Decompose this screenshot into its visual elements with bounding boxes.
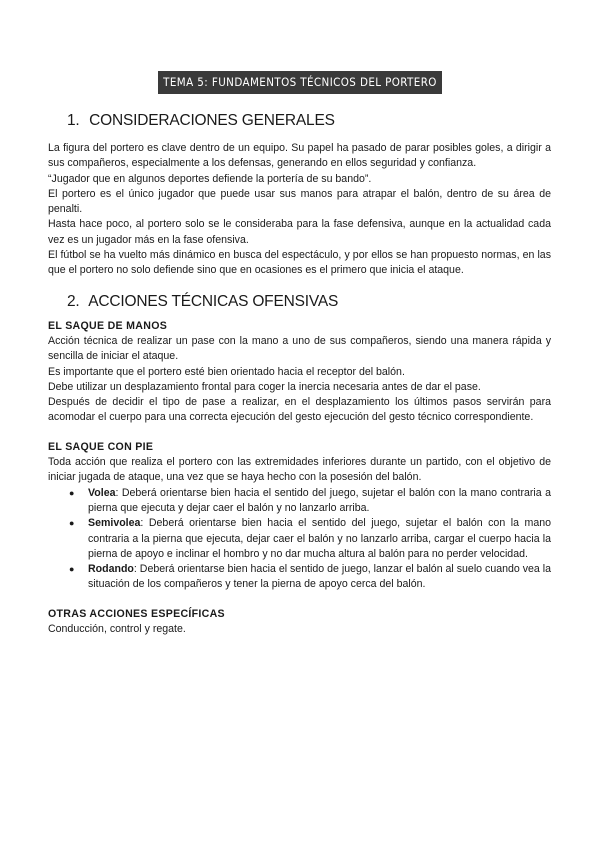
list-item [48, 516, 551, 562]
bullet-icon: ● [69, 487, 75, 498]
paragraph: Hasta hace poco, al portero solo se le consideraba para la fase defensiva, aunque en la actualidad cada vez es un jugador más en la fase ofensiva. [48, 218, 551, 246]
paragraph: La figura del portero es clave dentro de un equipo. Su papel ha pasado de parar posibles goles, a dirigir a sus compañeros, especialmente a los defensas, generando en ellos seguridad y confianza. [48, 142, 551, 170]
quote-paragraph: “Jugador que en algunos deportes defiende la portería de su bando”. [48, 172, 372, 185]
bullet-icon: ● [69, 564, 75, 575]
paragraph: Conducción, control y regate. [48, 623, 186, 636]
paragraph: Toda acción que realiza el portero con las extremidades inferiores durante un partido, con el objetivo de iniciar jugada de ataque, una vez que se haya hecho con la posesión del balón. [48, 456, 551, 484]
paragraph: Debe utilizar un desplazamiento frontal para coger la inercia necesaria antes de dar el pase. [48, 380, 481, 393]
document-title: TEMA 5: FUNDAMENTOS TÉCNICOS DEL PORTERO [158, 71, 442, 94]
subheading-otras-acciones: OTRAS ACCIONES ESPECÍFICAS [48, 607, 225, 620]
section-number: 2. [67, 292, 80, 310]
list-item-term: Semivolea [88, 517, 141, 530]
subheading-saque-pie: EL SAQUE CON PIE [48, 440, 154, 453]
list-item [48, 486, 551, 517]
list-item [48, 562, 551, 593]
section-number: 1. [67, 112, 80, 129]
list-item-term: Rodando [88, 563, 134, 576]
bullet-icon: ● [69, 518, 75, 529]
paragraph: El fútbol se ha vuelto más dinámico en busca del espectáculo, y por ellos se han propuesto normas, en las que el portero no solo defiende sino que en ocasiones es el primero que inicia el ataque. [48, 249, 551, 277]
list-item-term: Volea [88, 486, 116, 499]
list-item-text: : Deberá orientarse bien hacia el sentido del juego, sujetar el balón con la mano contraria a la pierna que ejecuta, dejar caer el balón y no lanzarlo arriba, cargar el cuerpo hacia la pierna de apoyo e inclinar el hombro y no dar mucha altura al balón para no perder velocidad. [88, 517, 551, 560]
section-heading-1 [48, 112, 551, 130]
paragraph: Es importante que el portero esté bien orientado hacia el receptor del balón. [48, 365, 405, 378]
list-item-text: : Deberá orientarse bien hacia el sentido de juego, lanzar el balón al suelo cuando vea la situación de los compañeros y tener la pierna de apoyo cerca del balón. [88, 563, 551, 591]
paragraph: Después de decidir el tipo de pase a realizar, en el desplazamiento los últimos pasos servirán para acomodar el cuerpo para una correcta ejecución del gesto ejecución del gesto técnico correspondiente. [48, 396, 551, 424]
section-title: ACCIONES TÉCNICAS OFENSIVAS [88, 292, 339, 310]
title-bar [0, 71, 600, 94]
bullet-list [48, 486, 551, 593]
paragraph: El portero es el único jugador que puede usar sus manos para atrapar el balón, dentro de su área de penalti. [48, 187, 551, 216]
section-heading-2 [48, 293, 551, 311]
subheading-saque-manos: EL SAQUE DE MANOS [48, 319, 168, 332]
section-title: CONSIDERACIONES GENERALES [89, 112, 335, 129]
document-body [48, 112, 551, 637]
list-item-text: : Deberá orientarse bien hacia el sentido del juego, sujetar el balón con la mano contraria a pierna que ejecuta y dejar caer el balón y no lanzarlo arriba. [88, 486, 551, 514]
paragraph: Acción técnica de realizar un pase con la mano a uno de sus compañeros, siendo una manera rápida y sencilla de iniciar el ataque. [48, 334, 551, 363]
